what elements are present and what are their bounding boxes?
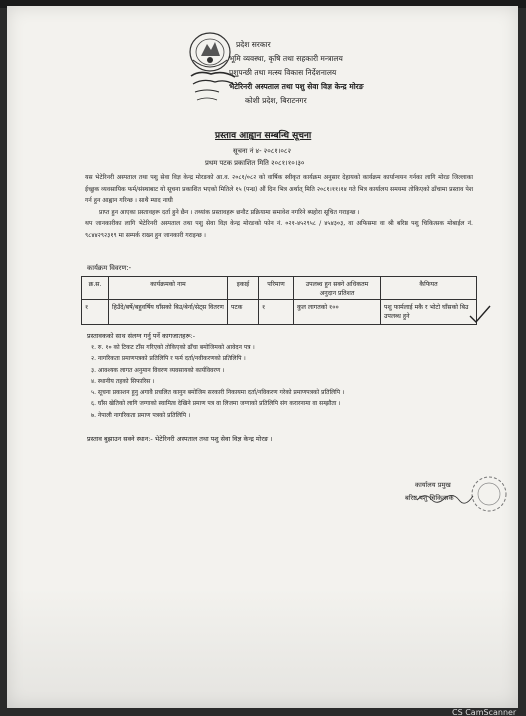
col-header-remarks: कैफियत: [381, 277, 477, 300]
check-mark-icon: [469, 304, 491, 324]
handwritten-signature: [415, 490, 475, 504]
list-item: ३. आवश्यक लागत अनुमान विवरण व्यवसायको कार्यविवरण ।: [91, 366, 225, 374]
round-stamp-icon: [469, 474, 509, 514]
table-header-row: [82, 277, 477, 300]
signatory-name: बरिष्ठ पशु चिकित्सक: [405, 494, 454, 502]
notice-number: सूचना नं ४- २०८१।०८२: [233, 147, 292, 155]
cell-unit: पटक: [228, 300, 259, 325]
program-section-label: कार्यक्रम विवरण:-: [87, 264, 132, 272]
submission-location: प्रस्ताव बुझाउन सक्ने स्थान:- भेटेरिनरी अस्पताल तथा पशु सेवा विज्ञ केन्द्र मोरङ ।: [87, 435, 273, 443]
col-header-quantity: परिमाण: [259, 277, 294, 300]
notice-title: प्रस्ताव आह्वान सम्बन्धि सूचना: [215, 131, 312, 141]
cell-program: हिउँदे/बर्षे/बहुवर्षिय घाँसको बिउ/बेर्ना/सेट्स वितरण: [109, 300, 228, 325]
header-line-2: भूमि व्यवस्था, कृषि तथा सहकारी मन्त्रालय: [229, 54, 343, 63]
document-page: [7, 6, 518, 708]
col-header-subsidy: उपलब्ध हुन सक्ने अधिकतम अनुदान प्रतिशत: [294, 277, 381, 300]
header-line-4: भेटेरिनरी अस्पताल तथा पशु सेवा विज्ञ केन्द्र मोरङ: [229, 82, 364, 91]
header-line-5: कोशी प्रदेश, बिराटनगर: [245, 96, 307, 105]
program-table: [81, 276, 477, 325]
header-line-3: पशुपन्छी तथा मत्स्य विकास निर्देशनालय: [229, 68, 337, 77]
body-paragraph: प्राप्त हुन आएका प्रस्तावहरू दर्ता हुने छैन । तथ्यांक प्रस्तावहरू छनौट प्रक्रियामा समावेश नगरिने ब्यहोरा सूचित गराइन्छ ।: [99, 208, 360, 216]
signatory-title: कार्यालय प्रमुख: [415, 481, 451, 489]
camscanner-watermark: CS CamScanner: [452, 708, 517, 716]
list-item: ५. सूचना प्रकाशन हुनु अगावै प्रचलित कानुन बमोजिम सरकारी निकायमा दर्ता/नविकरण गरेको प्रमाणपत्रको प्रतिलिपि ।: [91, 389, 345, 397]
documents-title: प्रस्तावकको साथ संलग्न गर्नु पर्ने कागजातहरू:-: [87, 332, 195, 340]
published-date: प्रथम पटक प्रकाशित मिति २०८१।१०।३०: [205, 159, 305, 167]
col-header-program: कार्यक्रमको नाम: [109, 277, 228, 300]
list-item: २. नागरिकता प्रमाणपत्रको प्रतिलिपि र फर्म दर्ता/नवीकरणको प्रतिलिपि ।: [91, 355, 246, 363]
list-item: ६. घाँस खेतिको लागि जग्गाको स्वामित्व देखिने प्रमाण पत्र वा लिजमा जग्गाको प्रतिलिपि संग करारनामा वा सम्झौता ।: [91, 400, 341, 408]
cell-remarks: पशु फार्मलाई मकै र भोटो घाँसको बिउ उपलब्ध हुने: [381, 300, 477, 325]
body-paragraph: थप जानकारीका लागि भेटेरिनरी अस्पताल तथा पशु सेवा विज्ञ केन्द्र मोरङको फोन नं. ०२१-४५२९५८ / ४५४३०३, वा अफिसमा वा श्री बरिष्ठ पशु चिकित्सक मोबाईल नं. ९८४४२९२३१९ मा सम्पर्क राख्न हुन जानकारी गराइन्छ ।: [85, 220, 473, 239]
list-item: ४. स्थानीय तहको सिफारिस ।: [91, 377, 155, 385]
cell-quantity: १: [259, 300, 294, 325]
list-item: १. रु. १० को टिकट टाँस गरिएको तोकिएको ढाँचा बमोजिमको आवेदन पत्र ।: [91, 344, 255, 351]
body-paragraph: यस भेटेरिनरी अस्पताल तथा पशु सेवा विज्ञ केन्द्र मोरङको आ.व. २०८१/०८२ को वार्षिक स्वीकृत कार्यक्रम अनुसार देहायको कार्यक्रम कार्यान्वयन गर्नका लागि मोरङ जिल्लाका ईच्छुक व्यवसायिक फर्म/संस्थाबाट यो सूचना प्रकाशित भएको मितिले १५ (पन्ध्र) औं दिन भित्र अर्थात् मिति २०८१।११।१४ गते भित्र कार्यालय समयमा तोकिएको ढाँचामा प्रस्ताव पेश गर्न हुन आह्वान गरिन्छ । साथै म्याद नाघी: [85, 174, 473, 204]
cell-sn: १: [82, 300, 109, 325]
header-line-1: प्रदेश सरकार: [236, 40, 271, 49]
notice-body: [85, 172, 473, 241]
col-header-sn: क्र.स.: [82, 277, 109, 300]
table-row: [82, 300, 477, 325]
list-item: ७. नेपाली नागरिकता प्रमाण पत्रको प्रतिलिपि ।: [91, 411, 191, 419]
documents-list: [91, 342, 471, 421]
cell-subsidy: कुल लागतको १००: [294, 300, 381, 325]
col-header-unit: इकाई: [228, 277, 259, 300]
